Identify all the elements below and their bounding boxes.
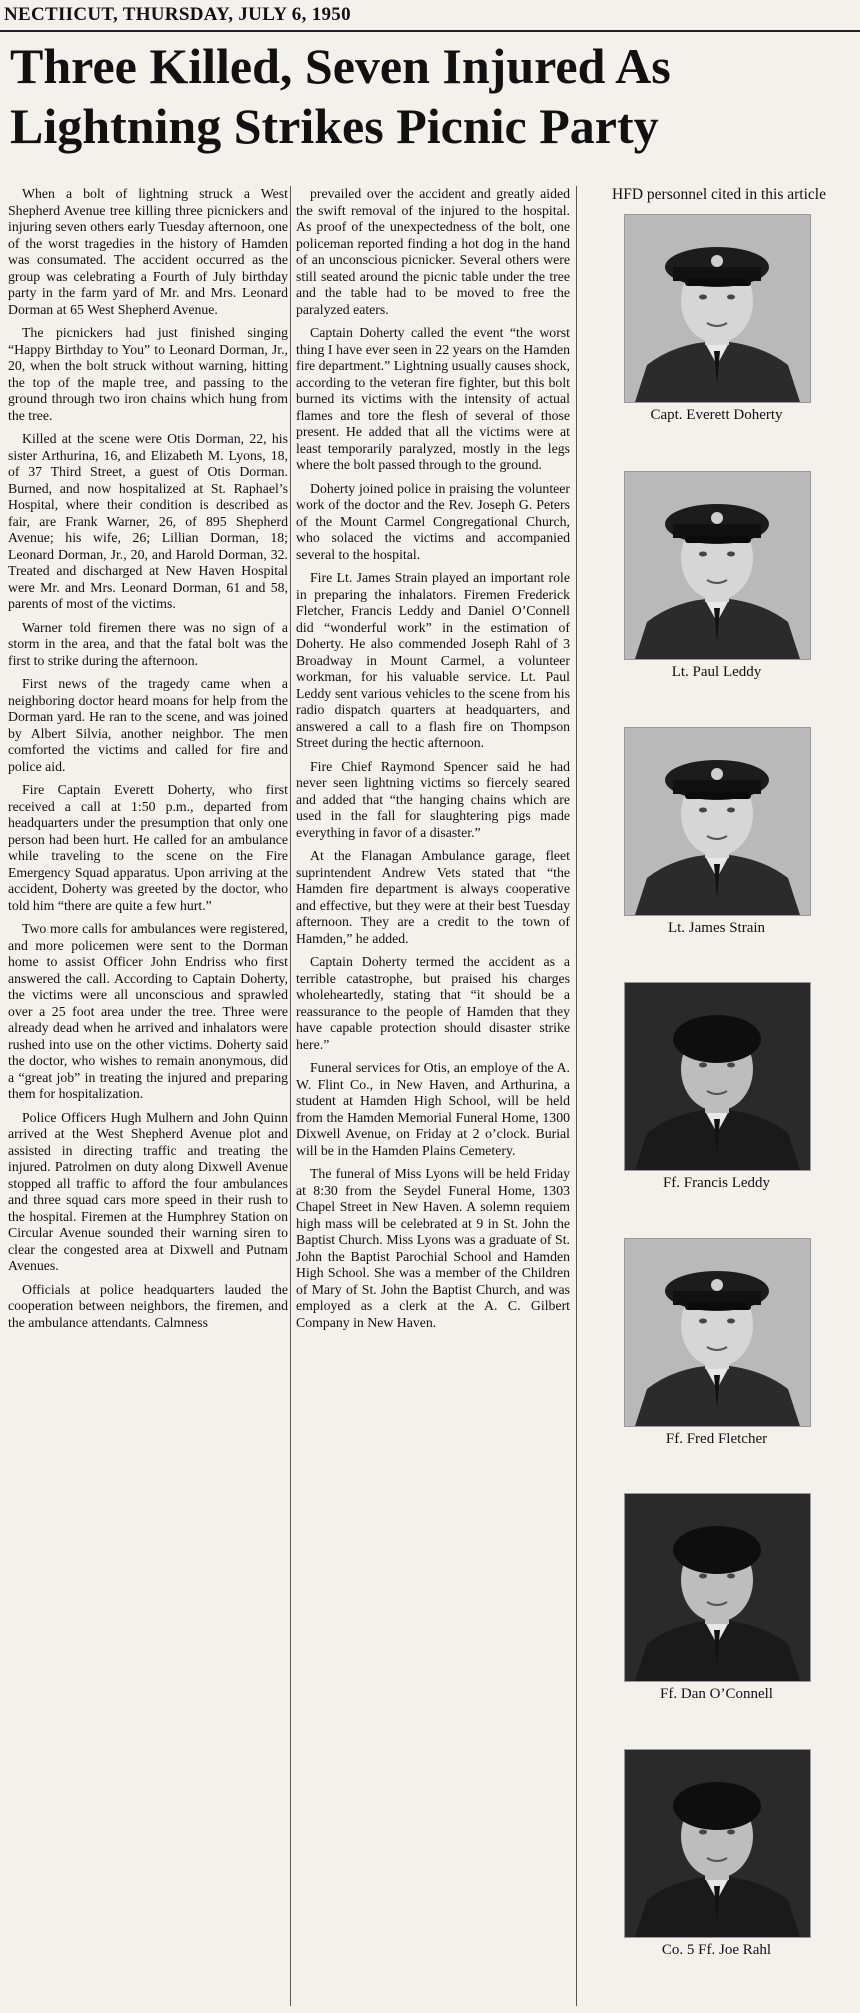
article-paragraph: Captain Doherty termed the accident as a terrible catastrophe, but praised his charges wholeheartedly, stating that “it should be a reassurance to the people of Hamden that they have capable protection should disaster strike here.”: [296, 954, 570, 1052]
portrait-caption: Lt. James Strain: [667, 920, 766, 936]
portrait-caption: Capt. Everett Doherty: [650, 407, 783, 423]
personnel-card: [624, 1493, 809, 1703]
portrait-photo-icon: [624, 727, 811, 916]
article-paragraph: First news of the tragedy came when a neighboring doctor heard moans for help from the Dorman yard. He ran to the scene, and was joined by Albert Silvia, another neighbor. The men comforted the victims and called for fire and police aid.: [8, 676, 288, 774]
portrait-caption: Ff. Dan O’Connell: [660, 1686, 773, 1702]
article-paragraph: Two more calls for ambulances were registered, and more policemen were sent to the Dorman home to assist Officer John Endriss who first answered the call. According to Captain Doherty, the victims were all unconscious and sprawled over a 25 foot area under the tree. Three were already dead when he arrived and inhalators were rushed into use on the other victims. Doherty said the doctor, who wishes to remain anonymous, did a “great job” in treating the injured and preparing them for hospitalization.: [8, 921, 288, 1101]
portrait-photo-icon: [624, 471, 811, 660]
article-paragraph: Police Officers Hugh Mulhern and John Quinn arrived at the West Shepherd Avenue plot and assisted in directing traffic and treating the injured. Patrolmen on duty along Dixwell Avenue stopped all traffic to afford the four ambulances and three squad cars more speed in their rush to the hospital. Firemen at the Humphrey Station on Circular Avenue sounded their warning siren to clear the congested area at Dixwell and Putnam Avenues.: [8, 1109, 288, 1273]
portrait-caption: Lt. Paul Leddy: [671, 664, 762, 680]
article-paragraph: The picnickers had just finished singing “Happy Birthday to You” to Leonard Dorman, Jr., 20, when the bolt struck without warning, hitting the top of the maple tree, and passing to the ground through two iron chains which hung from the tree.: [8, 325, 288, 423]
portrait-caption: Ff. Francis Leddy: [662, 1175, 771, 1191]
personnel-card: [624, 727, 809, 937]
dateline: NECTIICUT, THURSDAY, JULY 6, 1950: [0, 0, 860, 32]
article-paragraph: prevailed over the accident and greatly aided the swift removal of the injured to the hospital. As proof of the unexpectedness of the bolt, one policeman reported finding a hot dog in the hand of an unconscious picnicker. Several others were still seated around the picnic table under the tree and the table had to be moved to free the paralyzed eaters.: [296, 186, 570, 317]
article-paragraph: Killed at the scene were Otis Dorman, 22, his sister Arthurina, 16, and Elizabeth M. Lyons, 18, of 37 Third Street, a guest of Otis Dorman. Burned, and now hospitalized at St. Raphael’s Hospital, where their condition is described as fair, are Frank Warner, 26, of 895 Shepherd Avenue; his wife, 26; Lillian Dorman, 18; Leonard Dorman, Jr., 20, and Harold Dorman, 32. Treated and discharged at New Haven Hospital were Mr. and Mrs. Leonard Dorman, 61 and 58, parents of most of the victims.: [8, 431, 288, 611]
article-paragraph: When a bolt of lightning struck a West Shepherd Avenue tree killing three picnickers and injuring seven others early Tuesday afternoon, one of the worst tragedies in the history of Hamden was consumated. The accident occurred as the group was celebrating a Fourth of July birthday party in the farm yard of Mr. and Mrs. Leonard Dorman at 65 West Shepherd Avenue.: [8, 186, 288, 317]
portrait-photo-icon: [624, 214, 811, 403]
article-paragraph: Captain Doherty called the event “the worst thing I have ever seen in 22 years on the Hamden fire department.” Lightning usually causes shock, according to the veteran fire fighter, but this bolt burned its victims with the intensity of actual flames and tore the flesh of several of those present. He added that all the victims were at least temporarily paralyzed, mostly in the legs where the bolt passed through to the ground.: [296, 325, 570, 472]
article-paragraph: Funeral services for Otis, an employe of the A. W. Flint Co., in New Haven, and Arthurina, a student at Hamden High School, will be held from the Hamden Memorial Funeral Home, 1300 Dixwell Avenue, on Friday at 2 o’clock. Burial will be in the Hamden Plains Cemetery.: [296, 1060, 570, 1158]
article-paragraph: Warner told firemen there was no sign of a storm in the area, and that the fatal bolt was the first to strike during the afternoon.: [8, 619, 288, 668]
headline: [10, 36, 810, 156]
article-paragraph: Officials at police headquarters lauded the cooperation between neighbors, the firemen, and the ambulance attendants. Calmness: [8, 1281, 288, 1330]
personnel-sidebar: [584, 186, 854, 1958]
personnel-card: [624, 1749, 809, 1959]
portrait-photo-icon: [624, 1749, 811, 1938]
personnel-card: [624, 982, 809, 1192]
article-paragraph: Doherty joined police in praising the volunteer work of the doctor and the Rev. Joseph G. Peters of the Mount Carmel Congregational Church, who solaced the victims and accompanied several to the hospital.: [296, 480, 570, 562]
personnel-card: [624, 214, 809, 424]
portrait-caption: Co. 5 Ff. Joe Rahl: [661, 1942, 772, 1958]
portrait-photo-icon: [624, 1493, 811, 1682]
personnel-card: [624, 471, 809, 681]
article-column-1: [8, 186, 288, 2006]
article-paragraph: Fire Chief Raymond Spencer said he had never seen lightning victims so fiercely seared and added that “the hanging chains which are used in the fall for slaughtering pigs made everything in favor of a disaster.”: [296, 758, 570, 840]
article-column-2: [296, 186, 570, 2006]
column-rule: [290, 186, 291, 2006]
article-paragraph: Fire Captain Everett Doherty, who first received a call at 1:50 p.m., departed from headquarters under the presumption that only one person had been hurt. He called for an ambulance while traveling to the scene on the Fire Emergency Squad apparatus. Upon arriving at the accident, Doherty was greeted by the doctor, who told him “there are quite a few hurt.”: [8, 782, 288, 913]
portrait-caption: Ff. Fred Fletcher: [665, 1431, 768, 1447]
portrait-photo-icon: [624, 982, 811, 1171]
portrait-photo-icon: [624, 1238, 811, 1427]
personnel-card: [624, 1238, 809, 1448]
headline-line-2: Lightning Strikes Picnic Party: [10, 98, 659, 154]
sidebar-heading: HFD personnel cited in this article: [612, 186, 826, 203]
article-paragraph: Fire Lt. James Strain played an important role in preparing the inhalators. Firemen Frederick Fletcher, Francis Leddy and Daniel O’Connell did “wonderful work” in the estimation of Doherty. He also commended Joseph Rahl of 3 Broadway in Mount Carmel, a volunteer workman, for his valuable service. Lt. Paul Leddy sent various vehicles to the scene from his radio dispatch quarters at headquarters, and answered a call to a flash fire on Thompson Street during the hectic afternoon.: [296, 570, 570, 750]
article-paragraph: The funeral of Miss Lyons will be held Friday at 8:30 from the Seydel Funeral Home, 1303 Chapel Street in New Haven. A solemn requiem high mass will be celebrated at 9 in St. John the Baptist Church. Miss Lyons was a graduate of St. John the Baptist Parochial School and Hamden High School. She was a member of the Children of Mary of St. John the Baptist Church, and was employed as a clerk at the A. C. Gilbert Company in New Haven.: [296, 1166, 570, 1330]
article-paragraph: At the Flanagan Ambulance garage, fleet suprintendent Andrew Vets stated that “the Hamden fire department is always cooperative and effective, but they were at their best Tuesday afternoon. They are a credit to the town of Hamden,” he added.: [296, 848, 570, 946]
headline-line-1: Three Killed, Seven Injured As: [10, 38, 671, 94]
column-rule: [576, 186, 577, 2006]
